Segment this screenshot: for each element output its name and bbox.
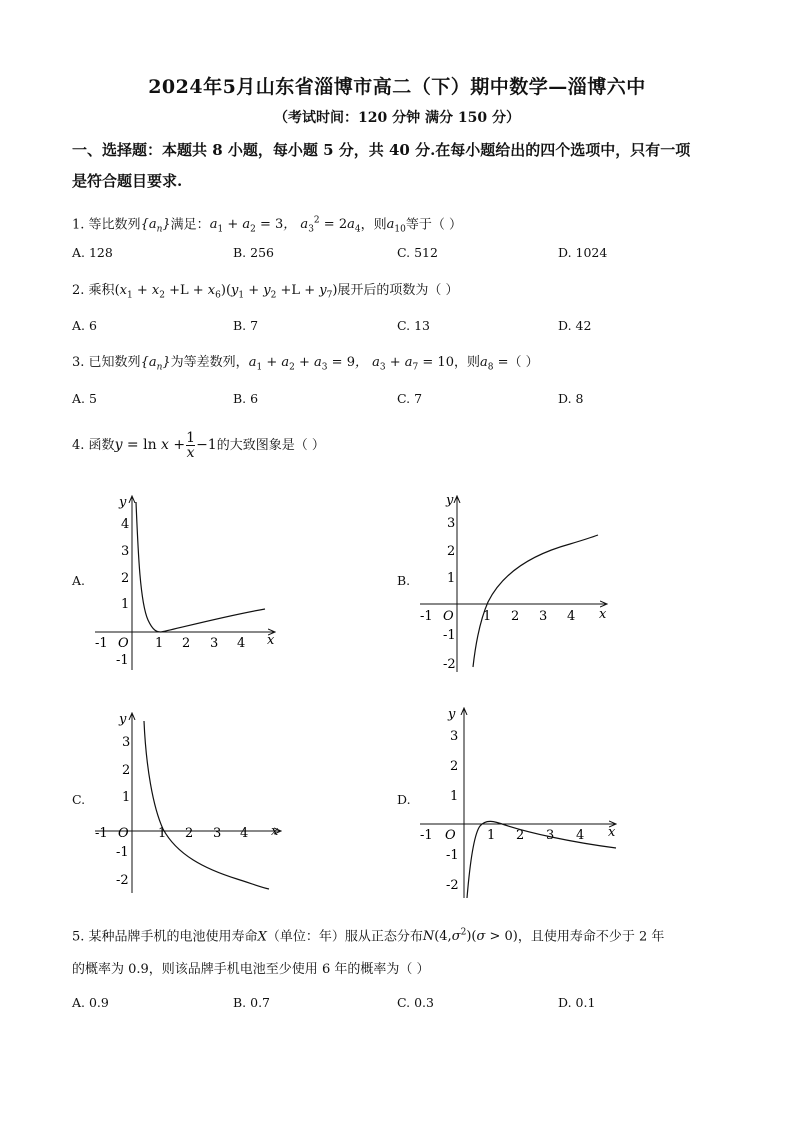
x-tick: 4 [237, 636, 246, 651]
y-tick: 2 [122, 763, 131, 778]
y-tick: 4 [121, 517, 130, 532]
graph-label-d[interactable]: D. [397, 792, 411, 807]
origin-label: O [445, 828, 456, 843]
x-tick: 1 [158, 826, 167, 841]
x-axis-label: x [271, 824, 279, 839]
origin-label: O [443, 609, 454, 624]
graph-c[interactable] [85, 707, 290, 897]
graph-a[interactable] [85, 490, 285, 675]
y-axis-label: y [119, 495, 127, 510]
y-tick: 1 [121, 597, 130, 612]
x-tick: 2 [511, 609, 520, 624]
math-distribution: $N(4,\sigma^2)(\sigma > 0)$ [422, 928, 518, 945]
x-tick: 4 [567, 609, 576, 624]
y-axis-label: y [119, 712, 127, 727]
page-title: 2024年5月山东省淄博市高二（下）期中数学—淄博六中 [148, 76, 646, 98]
y-tick: -1 [443, 628, 456, 643]
y-tick: 2 [121, 571, 130, 586]
math-sequence: $\{a_n\}$ [140, 355, 171, 373]
question-text: 函数 [88, 438, 115, 453]
question-1 [72, 211, 732, 240]
y-tick: -2 [443, 657, 456, 672]
y-tick: -2 [116, 873, 129, 888]
option-a[interactable]: A. 5 [72, 391, 97, 406]
function-curve [473, 535, 598, 667]
question-text: 等于（ ） [405, 217, 462, 233]
graph-label-b[interactable]: B. [397, 573, 411, 588]
option-c[interactable]: C. 0.3 [397, 995, 434, 1010]
x-tick: 1 [487, 828, 496, 843]
option-b[interactable]: B. 256 [233, 245, 274, 260]
graph-b[interactable] [410, 490, 615, 675]
question-number: 5. [72, 929, 85, 945]
question-text: ，且使用寿命不少于 2 年 [517, 929, 665, 945]
option-b[interactable]: B. 7 [233, 318, 259, 333]
question-number: 2. [72, 283, 85, 298]
question-text: 已知数列 [88, 355, 141, 370]
x-tick: 3 [539, 609, 548, 624]
x-tick: 2 [182, 636, 191, 651]
x-tick: -1 [95, 826, 108, 841]
question-text: （单位：年）服从正态分布 [266, 929, 423, 945]
y-axis-label: y [448, 707, 456, 722]
exam-info: （考试时间：120 分钟 满分 150 分） [274, 110, 520, 126]
x-axis-label: x [599, 607, 607, 622]
origin-label: O [118, 826, 129, 841]
x-tick: 1 [483, 609, 492, 624]
question-text: 展开后的项数为（ ） [337, 283, 459, 298]
y-tick: 3 [447, 516, 456, 531]
math-term: $a_{10}$ [386, 217, 406, 235]
y-tick: -2 [446, 878, 459, 893]
math-term: $a_8$ = [480, 355, 509, 373]
options-5 [72, 995, 732, 1013]
section-heading-line1: 一、选择题：本题共 8 小题，每小题 5 分，共 40 分.在每小题给出的四个选项中，只有一项 [72, 141, 691, 159]
y-tick: 3 [122, 735, 131, 750]
option-c[interactable]: C. 512 [397, 245, 438, 260]
option-a[interactable]: A. 128 [72, 245, 113, 260]
x-tick: 1 [155, 636, 164, 651]
math-sequence: $\{a_n\}$ [140, 217, 171, 235]
graph-d[interactable] [410, 702, 620, 902]
option-a[interactable]: A. 6 [72, 318, 97, 333]
x-tick: 4 [240, 826, 249, 841]
option-c[interactable]: C. 7 [397, 391, 423, 406]
options-1 [72, 245, 732, 263]
option-a[interactable]: A. 0.9 [72, 995, 109, 1010]
x-axis-label: x [608, 825, 616, 840]
option-d[interactable]: D. 8 [558, 391, 584, 406]
x-tick: 3 [546, 828, 555, 843]
section-heading-line2: 是符合题目要求. [72, 172, 183, 190]
question-5-line2: 的概率为 0.9，则该品牌手机电池至少使用 6 年的概率为（ ） [72, 962, 430, 977]
y-tick: -1 [116, 653, 129, 668]
question-2 [72, 281, 732, 306]
y-tick: -1 [116, 845, 129, 860]
option-d[interactable]: D. 0.1 [558, 995, 596, 1010]
y-tick: 3 [450, 729, 459, 744]
math-function: y = ln x + $\frac{1}{x}$ −1 [114, 429, 217, 461]
question-text: 某种品牌手机的电池使用寿命 [88, 929, 258, 945]
options-3 [72, 391, 732, 409]
x-tick: 2 [516, 828, 525, 843]
function-curve [144, 721, 269, 889]
question-text: ，则 [360, 217, 387, 233]
question-4 [72, 430, 732, 461]
question-number: 4. [72, 438, 85, 453]
question-text: 满足： [170, 217, 210, 233]
x-tick: -1 [95, 636, 108, 651]
graph-label-c[interactable]: C. [72, 792, 86, 807]
y-axis-label: y [446, 493, 454, 508]
origin-label: O [118, 636, 129, 651]
question-text: 等比数列 [88, 217, 141, 233]
question-text: ，则 [453, 355, 480, 370]
math-variable: X [257, 929, 267, 945]
y-tick: 1 [450, 789, 459, 804]
question-5 [72, 923, 732, 947]
question-3 [72, 353, 732, 378]
math-condition: $a_1 + a_2 + a_3 = 9$， $a_3 + a_7 = 10$ [248, 355, 454, 373]
y-tick: 3 [121, 544, 130, 559]
question-text: 的大致图象是（ ） [216, 438, 325, 453]
question-text: 为等差数列， [170, 355, 249, 370]
question-number: 3. [72, 355, 85, 370]
x-tick: 3 [213, 826, 222, 841]
y-tick: 2 [450, 759, 459, 774]
y-tick: 1 [447, 571, 456, 586]
y-tick: 1 [122, 790, 131, 805]
x-tick: 3 [210, 636, 219, 651]
option-d[interactable]: D. 1024 [558, 245, 608, 260]
graph-label-a[interactable]: A. [72, 573, 86, 588]
option-b[interactable]: B. 0.7 [233, 995, 271, 1010]
x-axis-label: x [267, 633, 275, 648]
math-condition: $a_1 + a_2 = 3$， $a_3^2 = 2a_4$ [209, 216, 361, 235]
option-d[interactable]: D. 42 [558, 318, 592, 333]
x-tick: -1 [420, 828, 433, 843]
question-text: （ ） [508, 355, 539, 370]
x-tick: 2 [185, 826, 194, 841]
options-2 [72, 318, 732, 336]
question-number: 1. [72, 217, 85, 233]
question-text: 乘积 [88, 283, 115, 298]
x-tick: -1 [420, 609, 433, 624]
function-curve [136, 502, 265, 632]
math-product: $(x_1 + x_2 +L + x_6)(y_1 + y_2 +L + y_7)$ [114, 283, 338, 301]
option-b[interactable]: B. 6 [233, 391, 259, 406]
option-c[interactable]: C. 13 [397, 318, 430, 333]
y-tick: -1 [446, 848, 459, 863]
y-tick: 2 [447, 544, 456, 559]
x-tick: 4 [576, 828, 585, 843]
